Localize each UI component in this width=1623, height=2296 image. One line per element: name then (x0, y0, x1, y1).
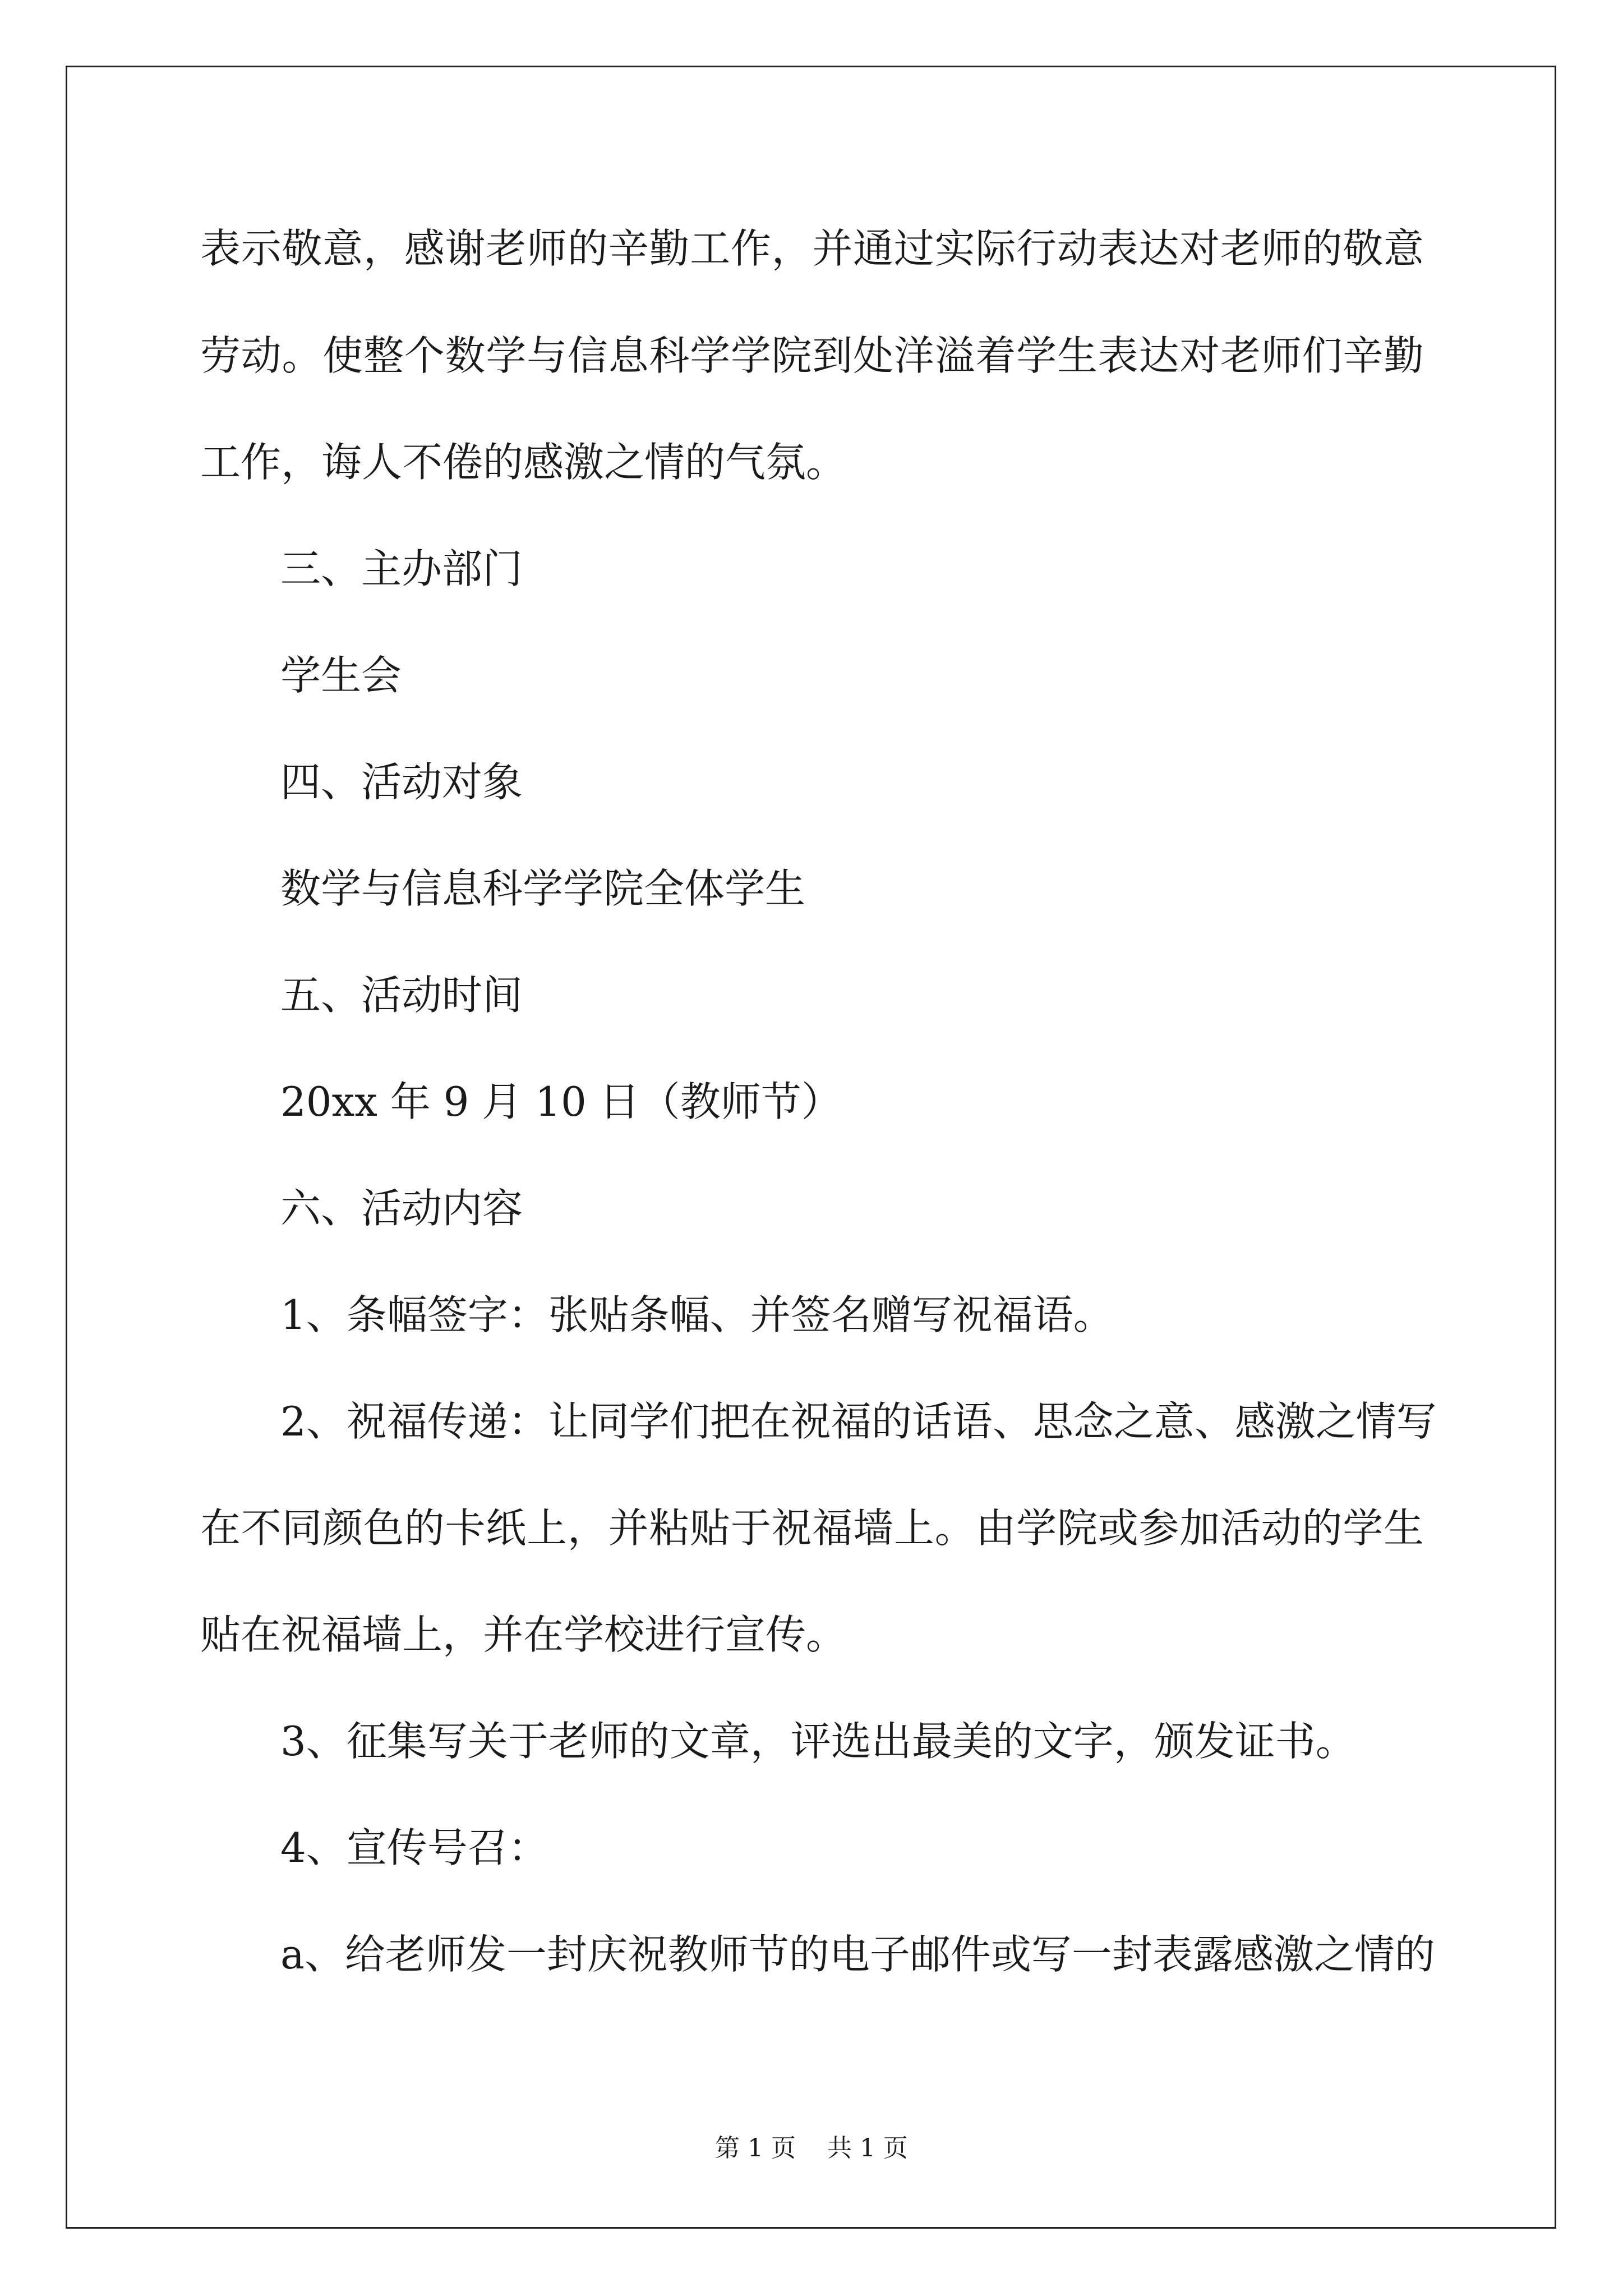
paragraph-line: 劳动。使整个数学与信息科学学院到处洋溢着学生表达对老师们辛勤 (200, 332, 1424, 379)
paragraph-line: 表示敬意，感谢老师的辛勤工作，并通过实际行动表达对老师的敬意 (200, 225, 1424, 272)
page-border (66, 66, 1556, 2229)
list-item-line: 4、宣传号召： (280, 1824, 548, 1871)
section-heading: 五、活动时间 (280, 972, 523, 1019)
section-heading: 三、主办部门 (280, 545, 523, 592)
section-heading: 六、活动内容 (280, 1185, 523, 1232)
paragraph-line: 工作，诲人不倦的感激之情的气氛。 (200, 439, 847, 486)
list-item-line: a、给老师发一封庆祝教师节的电子邮件或写一封表露感激之情的 (280, 1931, 1435, 1978)
paragraph-line: 贴在祝福墙上，并在学校进行宣传。 (200, 1611, 847, 1658)
list-item-line: 1、条幅签字：张贴条幅、并签名赠写祝福语。 (280, 1291, 1114, 1338)
page-number-footer: 第 1 页 共 1 页 (715, 2134, 908, 2162)
paragraph-line: 学生会 (280, 652, 402, 699)
paragraph-line: 20xx 年 9 月 10 日（教师节） (280, 1078, 842, 1125)
paragraph-line: 在不同颜色的卡纸上，并粘贴于祝福墙上。由学院或参加活动的学生 (200, 1504, 1424, 1552)
list-item-line: 2、祝福传递：让同学们把在祝福的话语、思念之意、感激之情写 (280, 1398, 1437, 1445)
list-item-line: 3、征集写关于老师的文章，评选出最美的文字，颁发证书。 (280, 1718, 1356, 1765)
paragraph-line: 数学与信息科学学院全体学生 (280, 865, 806, 912)
section-heading: 四、活动对象 (280, 758, 523, 806)
